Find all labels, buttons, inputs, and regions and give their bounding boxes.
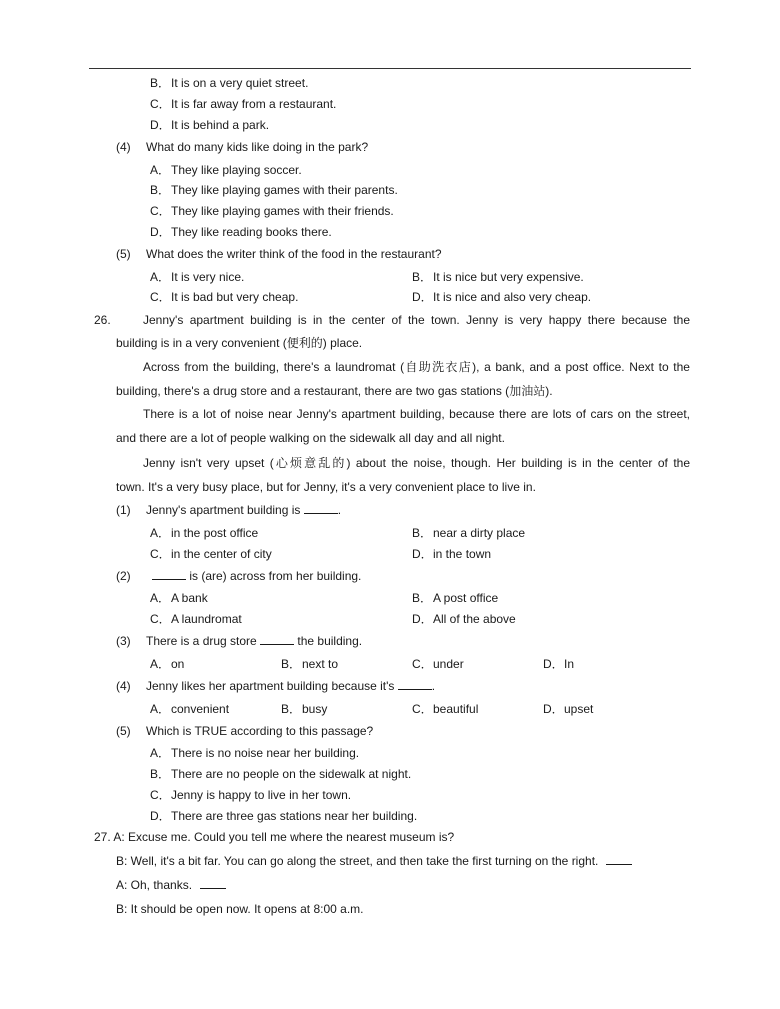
option-line: C．beautiful bbox=[412, 702, 479, 716]
passage-line: and there are a lot of people walking on the sidewalk all day and all night. bbox=[116, 431, 505, 445]
option-line: A．A bank bbox=[150, 591, 208, 605]
option-line: D．It is behind a park. bbox=[150, 118, 270, 132]
question-line: (1) Jenny's apartment building is . bbox=[116, 503, 342, 517]
question-line: (5) Which is TRUE according to this passage? bbox=[116, 724, 374, 738]
dialogue-line: B: Well, it's a bit far. You can go along the street, and then take the first turning on the right. bbox=[116, 853, 632, 869]
option-line: B．They like playing games with their parents. bbox=[150, 183, 398, 197]
passage-line: town. It's a very busy place, but for Jenny, it's a very convenient place to live in. bbox=[116, 480, 536, 494]
option-line: D．It is nice and also very cheap. bbox=[412, 290, 592, 304]
option-line: D．in the town bbox=[412, 547, 492, 561]
option-line: D．upset bbox=[543, 702, 594, 716]
question-number: 26. bbox=[94, 313, 111, 327]
question-line: (3) There is a drug store the building. bbox=[116, 634, 363, 648]
answer-blank bbox=[304, 502, 338, 514]
option-line: B．A post office bbox=[412, 591, 499, 605]
option-line: D．They like reading books there. bbox=[150, 225, 332, 239]
header-rule bbox=[89, 68, 691, 69]
answer-blank bbox=[152, 568, 186, 580]
option-line: B．near a dirty place bbox=[412, 526, 526, 540]
option-line: C．They like playing games with their friends. bbox=[150, 204, 394, 218]
option-line: D．There are three gas stations near her building. bbox=[150, 809, 418, 823]
option-line: C．A laundromat bbox=[150, 612, 242, 626]
question-line: (5) What does the writer think of the food in the restaurant? bbox=[116, 247, 442, 261]
option-line: D．All of the above bbox=[412, 612, 516, 626]
dialogue-line: A: Oh, thanks. bbox=[116, 877, 226, 893]
option-line: C．under bbox=[412, 657, 464, 671]
option-line: A．There is no noise near her building. bbox=[150, 746, 360, 760]
option-line: C．It is far away from a restaurant. bbox=[150, 97, 337, 111]
option-line: A．in the post office bbox=[150, 526, 259, 540]
question-line: (2) is (are) across from her building. bbox=[116, 569, 362, 583]
answer-blank bbox=[260, 633, 294, 645]
question-line: (4) What do many kids like doing in the park? bbox=[116, 140, 369, 154]
answer-blank bbox=[200, 877, 226, 889]
answer-blank bbox=[606, 853, 632, 865]
option-line: C．in the center of city bbox=[150, 547, 272, 561]
option-line: C．Jenny is happy to live in her town. bbox=[150, 788, 352, 802]
answer-blank bbox=[398, 678, 432, 690]
passage-line: building, there's a drug store and a restaurant, there are two gas stations (加油站). bbox=[116, 384, 553, 398]
passage-line: Across from the building, there's a laundromat (自助洗衣店), a bank, and a post office. Next to the bbox=[143, 360, 690, 374]
passage-line: Jenny isn't very upset (心烦意乱的) about the noise, though. Her building is in the center of the bbox=[143, 456, 690, 470]
passage-line: There is a lot of noise near Jenny's apartment building, because there are lots of cars on the street, bbox=[143, 407, 690, 421]
option-line: B．It is on a very quiet street. bbox=[150, 76, 309, 90]
option-line: B．It is nice but very expensive. bbox=[412, 270, 584, 284]
option-line: B．There are no people on the sidewalk at night. bbox=[150, 767, 412, 781]
option-line: A．on bbox=[150, 657, 185, 671]
option-line: C．It is bad but very cheap. bbox=[150, 290, 299, 304]
question-line: (4) Jenny likes her apartment building because it's . bbox=[116, 679, 436, 693]
dialogue-line: 27. A: Excuse me. Could you tell me where the nearest museum is? bbox=[94, 830, 455, 844]
option-line: B．next to bbox=[281, 657, 339, 671]
option-line: A．convenient bbox=[150, 702, 230, 716]
option-line: A．It is very nice. bbox=[150, 270, 245, 284]
option-line: D．In bbox=[543, 657, 575, 671]
option-line: A．They like playing soccer. bbox=[150, 163, 302, 177]
passage-line: Jenny's apartment building is in the center of the town. Jenny is very happy there because the bbox=[143, 313, 690, 327]
passage-line: building is in a very convenient (便利的) place. bbox=[116, 336, 363, 350]
dialogue-line: B: It should be open now. It opens at 8:00 a.m. bbox=[116, 902, 364, 916]
option-line: B．busy bbox=[281, 702, 328, 716]
